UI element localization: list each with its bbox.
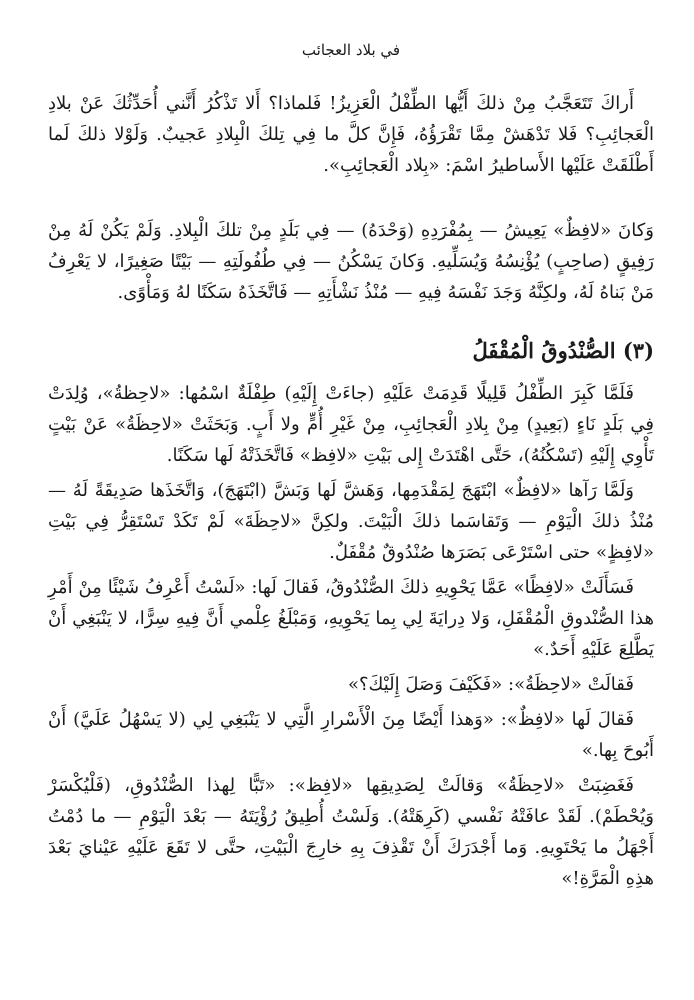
running-title: في بلاد العجائب — [301, 41, 401, 59]
paragraph: وَلَمَّا رَآها «لافِظٌ» ابْتَهَجَ لِمَقْدَمِها، وَهَشَّ لَها وَبَشَّ (ابْتَهَجَ)، وَاتَّخَذَها صَدِيقَةً لَهُ — مُنْذُ ذلكَ الْيَوْمِ — وَتَقاسَما ذلكَ الْبَيْتَ. ولكِنَّ «لاحِظَةَ» لَمْ تَكَدْ تَسْتَقِرُّ فِي بَيْتِ «لافِظٍ» حتى اسْتَرْعَى بَصَرَها صُنْدُوقٌ مُقْفَلٌ. — [48, 480, 654, 563]
chapter-section — [48, 336, 654, 894]
intro-section — [48, 88, 654, 181]
section-heading: (٣) الصُّنْدُوقُ الْمُقْفَلُ — [472, 338, 654, 363]
intro-section-continued — [48, 215, 654, 308]
paragraph: فَسَأَلَتْ «لافِظًا» عَمَّا يَحْوِيهِ ذلكَ الصُّنْدُوقُ، فَقالَ لَها: «لَسْتُ أَعْرِفُ شَيْئًا مِنْ أَمْرِ هذا الصُّنْدوقِ الْمُقْفَلِ، وَلا دِرايَةَ لِي بِما يَحْوِيهِ، وَمَبْلَغُ عِلْمي أَنَّ فِيهِ سِرًّا، لا يَنْبَغِي أَنْ يَطَّلِعَ عَلَيْهِ أَحَدٌ.» — [48, 577, 654, 660]
paragraph: فَقالَتْ «لاحِظَةُ»: «فَكَيْفَ وَصَلَ إِلَيْكَ؟» — [347, 674, 634, 695]
paragraph: فَلَمَّا كَبِرَ الطِّفْلُ قَلِيلًا قَدِمَتْ عَلَيْهِ (جاءَتْ إِلَيْهِ) طِفْلَةٌ اسْمُها: «لاحِظةُ»، وُلِدَتْ فِي بَلَدٍ نَاءٍ (بَعِيدٍ) مِنْ بِلادِ الْعَجائِبِ، مِنْ غَيْرِ أُمٍّ ولا أَبٍ. وَبَحَثَتْ «لاحِظَةُ» عَنْ بَيْتٍ تَأْوِي إِلَيْهِ (تَسْكُنُهُ)، حَتَّى اهْتَدَتْ إِلى بَيْتِ «لافِظ» فَاتَّخَذَتْهُ لَها سَكَنًا. — [48, 383, 654, 466]
paragraph: فَغَضِبَتْ «لاحِظَةُ» وَقالَتْ لِصَدِيقِها «لافِظ»: «تَبًّا لِهذا الصُّنْدُوقِ، (فَلْيُكْسَرْ وَيُحْطَمْ). لَقَدْ عافَتْهُ نَفْسي (كَرِهَتْهُ). وَلَسْتُ أُطِيقُ رُؤْيَتَهُ — بَعْدَ الْيَوْمِ — ما دُمْتُ أَجْهَلُ ما يَحْتَوِيهِ. وَما أَجْدَرَكَ أَنْ تَقْذِفَ بِهِ خارِجَ الْبَيْتِ، حتَّى لا تَقَعَ عَلَيْهِ عَيْنايَ بَعْدَ هذِهِ الْمَرَّةِ!» — [48, 775, 654, 889]
paragraph: أَراكَ تَتَعَجَّبُ مِنْ ذلكَ أَيُّها الطِّفْلُ الْعَزِيزُ! فَلماذا؟ أَلا تَذْكُرُ أَنَّني أُحَدِّثُكَ عَنْ بلادِ الْعَجائِبِ؟ فَلا تَدْهَشْ مِمَّا تَقْرَؤُهُ، فَإِنَّ كلَّ ما فِي تِلكَ الْبِلادِ عَجيبٌ. وَلَوْلا ذلكَ لَما أَطْلَقَتْ عَلَيْها الأَساطيرُ اسْمَ: «بِلاد الْعَجائِبِ». — [48, 93, 654, 176]
paragraph: وَكانَ «لافِظٌ» يَعِيشُ — بِمُفْرَدِهِ (وَحْدَهُ) — فِي بَلَدٍ مِنْ تلكَ الْبِلادِ. وَلَمْ يَكُنْ لَهُ مِنْ رَفِيقٍ (صاحِبٍ) يُؤْنِسُهُ وَيُسَلِّيهِ. وَكانَ يَسْكُنُ — فِي طُفُولَتِهِ — بَيْتًا صَغِيرًا، لا يَعْرِفُ مَنْ بَناهُ لَهُ، ولكِنَّهُ وَجَدَ نَفْسَهُ فِيهِ — مُنْذُ نَشْأَتِهِ — فَاتَّخَذَهُ سَكَنًا لهُ وَمَأْوًى. — [48, 220, 654, 303]
paragraph: فَقالَ لَها «لافِظٌ»: «وَهذا أَيْضًا مِنَ الْأَسْرارِ الَّتِي لا يَنْبَغِي لِي (لا يَسْهُلُ عَلَيَّ) أَنْ أَبُوحَ بِها.» — [48, 709, 654, 761]
